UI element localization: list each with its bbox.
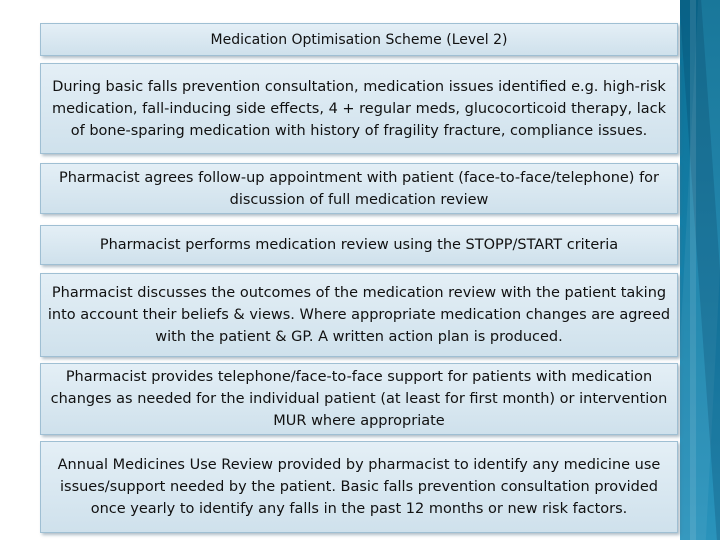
flow-step-text: Pharmacist discusses the outcomes of the medication review with the patient taking into account their beliefs & views. Where appropriate medication changes are agreed with the patient & GP. A written action plan is produced. <box>47 285 671 345</box>
flow-step-text: Pharmacist performs medication review using the STOPP/START criteria <box>99 237 619 253</box>
flow-step-annual-review <box>40 441 678 533</box>
flow-step-title <box>40 23 678 56</box>
flow-step-text: During basic falls prevention consultation, medication issues identified e.g. high-risk medication, fall-inducing side effects, 4 + regular meds, glucocorticoid therapy, lack of bone-sparing medication with history of fragility fracture, compliance issues. <box>51 78 667 139</box>
flow-step-text: Annual Medicines Use Review provided by pharmacist to identify any medicine use issues/support needed by the patient. Basic falls prevention consultation provided once yearly to identify any falls in the past 12 months or new risk factors. <box>57 457 661 517</box>
flow-step-consultation <box>40 63 678 154</box>
flow-step-support <box>40 363 678 435</box>
flow-step-text: Pharmacist agrees follow-up appointment with patient (face-to-face/telephone) for discussion of full medication review <box>58 169 660 208</box>
flow-step-discussion <box>40 273 678 357</box>
flow-step-text: Pharmacist provides telephone/face-to-face support for patients with medication changes as needed for the individual patient (at least for first month) or intervention MUR where appropriate <box>50 369 668 429</box>
flow-step-medication-review <box>40 225 678 265</box>
decorative-side-band <box>680 0 720 540</box>
flow-step-text: Medication Optimisation Scheme (Level 2) <box>210 31 508 48</box>
flow-step-follow-up <box>40 163 678 214</box>
decor-shard <box>690 0 696 540</box>
